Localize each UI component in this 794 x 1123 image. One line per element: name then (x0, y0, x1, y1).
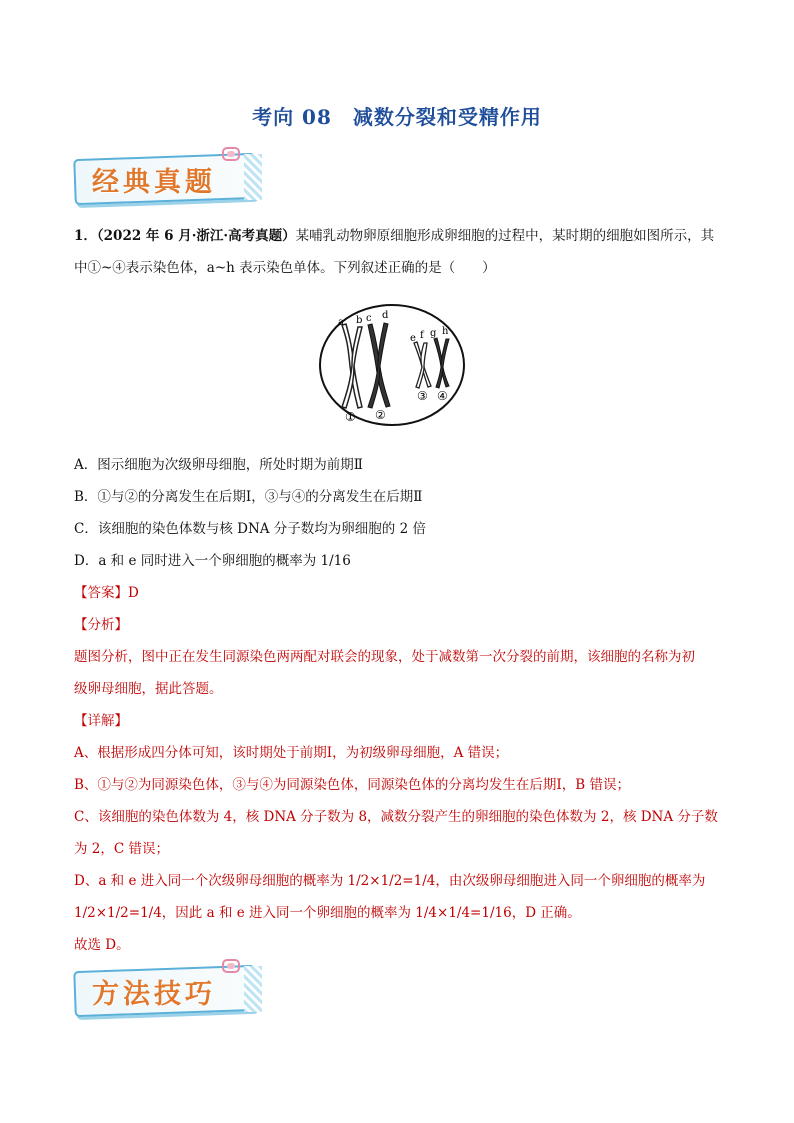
chromatid-label-h: h (442, 326, 449, 337)
option-a: A．图示细胞为次级卵母细胞，所处时期为前期Ⅱ (74, 457, 363, 473)
detail-line: B、①与②为同源染色体，③与④为同源染色体，同源染色体的分离均发生在后期Ⅰ，B 错误； (74, 777, 630, 793)
chromosome-figure (318, 303, 466, 427)
option-c: C．该细胞的染色体数与核 DNA 分子数均为卵细胞的 2 倍 (74, 521, 426, 537)
detail-line: 故选 D。 (74, 937, 130, 953)
chromatid-label-f: f (420, 330, 424, 341)
detail-line: D、a 和 e 进入同一个次级卵母细胞的概率为 1/2×1/2=1/4，由次级卵母细胞进入同一个卵细胞的概率为 (74, 873, 706, 889)
option-b: B．①与②的分离发生在后期Ⅰ，③与④的分离发生在后期Ⅱ (74, 489, 423, 505)
chromatid-label-a: a (338, 317, 344, 328)
analysis-label: 【分析】 (74, 617, 128, 633)
chromatid-label-d: d (382, 310, 389, 321)
question-number: 1． (74, 228, 97, 244)
section-banner-method (72, 958, 262, 1016)
detail-line: A、根据形成四分体可知，该时期处于前期Ⅰ，为初级卵母细胞，A 错误； (74, 745, 509, 761)
chromosome-label-3: ③ (417, 389, 428, 403)
chromatid-label-c: c (366, 313, 372, 324)
detail-line: 为 2，C 错误； (74, 841, 170, 857)
section-banner-label: 方法技巧 (92, 979, 216, 1010)
paperclip-icon (220, 146, 242, 162)
chromosome-label-2: ② (375, 408, 386, 422)
answer-label: 【答案】D (74, 585, 139, 601)
page-title: 考向 08 减数分裂和受精作用 (252, 105, 542, 129)
section-banner-label: 经典真题 (92, 167, 216, 198)
section-banner-classic (72, 146, 262, 204)
option-d: D．a 和 e 同时进入一个卵细胞的概率为 1/16 (74, 553, 351, 569)
detail-line: 1/2×1/2=1/4，因此 a 和 e 进入同一个卵细胞的概率为 1/4×1/4=1/16，D 正确。 (74, 905, 581, 921)
question-source: （2022 年 6 月·浙江·高考真题） (96, 228, 296, 244)
chromosome-label-1: ① (345, 410, 356, 424)
analysis-line2: 级卵母细胞，据此答题。 (74, 681, 223, 697)
question-stem-line2: 中①~④表示染色体，a~h 表示染色单体。下列叙述正确的是（ ） (74, 260, 496, 276)
detail-line: C、该细胞的染色体数为 4，核 DNA 分子数为 8，减数分裂产生的卵细胞的染色体数为 2，核 DNA 分子数 (74, 809, 718, 825)
chromosome-label-4: ④ (437, 389, 448, 403)
question-stem-line1: 某哺乳动物卵原细胞形成卵细胞的过程中，某时期的细胞如图所示，其 (295, 228, 715, 244)
analysis-line1: 题图分析，图中正在发生同源染色两两配对联会的现象，处于减数第一次分裂的前期，该细胞的名称为初 (74, 649, 695, 665)
paperclip-icon (220, 958, 242, 974)
chromatid-label-e: e (410, 333, 416, 344)
detail-label: 【详解】 (74, 713, 128, 729)
chromatid-label-b: b (356, 315, 363, 326)
answer-options (74, 449, 724, 961)
question-stem (74, 220, 724, 284)
chromatid-label-g: g (430, 328, 437, 339)
